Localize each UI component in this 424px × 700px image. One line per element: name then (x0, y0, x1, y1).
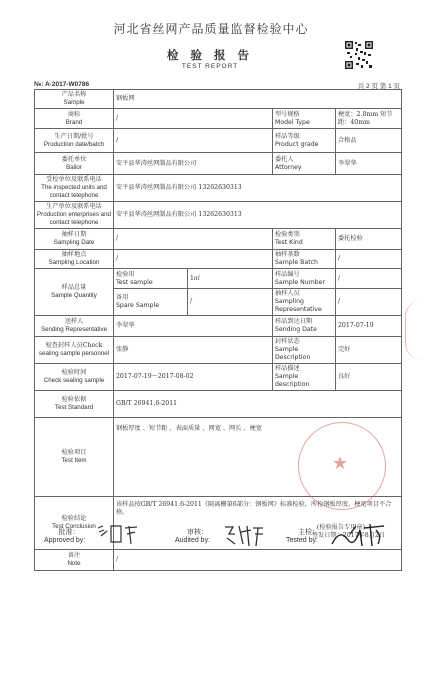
value-test-sample: 1㎡ (188, 269, 273, 289)
approver-signature (95, 522, 141, 546)
value-sealer: 张静 (114, 337, 273, 364)
label-sender: 送样人 Sending Representative (35, 316, 114, 337)
label-product: 产品名称 Sample (35, 90, 114, 109)
row-sampling-location (35, 250, 402, 269)
row-brand (35, 109, 402, 129)
row-producer (35, 202, 402, 229)
label-spare-sample: 备用 Spare Sample (114, 289, 188, 316)
value-seal-status: 完好 (336, 337, 402, 364)
label-sample-batch: 抽样基数 Sample Batch (273, 250, 336, 269)
label-sample-desc: 样品描述 Sample description (273, 364, 336, 391)
value-model: 梗宽：2.8mm 短节距：40mm (336, 109, 402, 129)
label-test-kind: 检验类别 Test Kind (273, 229, 336, 250)
value-product: 钢板网 (114, 90, 402, 109)
report-title: 检 验 报 告 (166, 48, 253, 62)
label-test-item: 检验项目 Test Item (35, 418, 114, 497)
row-quantity-test (35, 269, 402, 289)
value-brand: / (114, 109, 273, 129)
value-sending-date: 2017-07-19 (336, 316, 402, 337)
report-number: №: A-2017-W0786 (34, 81, 90, 88)
value-test-item: 钢板厚度 、短节距 、表面质量 、网宽 、网长 、梗宽 (114, 418, 402, 497)
label-quantity: 样品总量 Sample Quantity (35, 269, 114, 316)
label-seal-status: 封样状态 Sample Description (273, 337, 336, 364)
label-grade: 样品等级 Product grade (273, 129, 336, 153)
value-sampler: / (336, 289, 402, 316)
row-standard (35, 391, 402, 418)
label-test-sample: 检验用 Test sample (114, 269, 188, 289)
label-bailor: 委托单位 Bailor (35, 153, 114, 175)
value-attorney: 李翠华 (336, 153, 402, 175)
value-bailor: 安平县华涛丝网制品有限公司 (114, 153, 273, 175)
label-sealer: 检查封样人员Check sealing sample personnel (35, 337, 114, 364)
row-product (35, 90, 402, 109)
row-check-date (35, 364, 402, 391)
value-inspected: 安平县华涛丝网制品有限公司 13262630313 (114, 175, 402, 202)
tested-by: 主检： Tested by: (286, 528, 319, 544)
label-note: 备注 Note (35, 550, 114, 571)
label-producer: 生产单位及联系电话 Production enterprises and contact telephone (35, 202, 114, 229)
label-production-date: 生产日期/批号 Production date/batch (35, 129, 114, 153)
org-name: 河北省丝网产品质量监督检验中心 (113, 22, 309, 36)
row-production-date (35, 129, 402, 153)
label-standard: 检验依据 Test Standard (35, 391, 114, 418)
label-attorney: 委托人 Attorney (273, 153, 336, 175)
value-standard: GB/T 26941.6-2011 (114, 391, 402, 418)
label-sample-number: 样品编号 Sample Number (273, 269, 336, 289)
conclusion-text: 该样品按GB/T 26941.6-2011《隔离栅第6部分：钢板网》标准检验，所检钢板厚度、梗宽项目不合格。 (116, 501, 392, 516)
value-check-date: 2017-07-19～2017-08-02 (114, 364, 273, 391)
row-bailor (35, 153, 402, 175)
value-grade: 合格品 (336, 129, 402, 153)
audited-by: 审核： Audited by: (175, 528, 211, 544)
qr-code (344, 40, 374, 70)
value-sample-desc: 良好 (336, 364, 402, 391)
row-note (35, 550, 402, 571)
row-sealer (35, 337, 402, 364)
value-note: / (114, 550, 402, 571)
value-sampling-location: / (114, 250, 273, 269)
value-spare-sample: / (188, 289, 273, 316)
seal-star-icon: ★ (332, 453, 349, 474)
label-sampling-date: 抽样日期 Sampling Date (35, 229, 114, 250)
value-sample-number: / (336, 269, 402, 289)
label-brand: 商标 Brand (35, 109, 114, 129)
approved-by: 批准： Approved by: (44, 528, 86, 544)
label-conclusion: 检验结论 Test Conclusion (35, 497, 114, 550)
label-model: 型号规格 Model Type (273, 109, 336, 129)
row-inspected (35, 175, 402, 202)
side-seal (405, 300, 422, 360)
label-sampling-location: 抽样地点 Sampling Location (35, 250, 114, 269)
sign-date: 签发日期：2017年8月2日 (311, 532, 385, 539)
tester-signature (330, 520, 388, 550)
value-test-kind: 委托检验 (336, 229, 402, 250)
page-info: 共 2 页 第 1 页 (357, 83, 400, 90)
stamp-note: (检验报告专用章) (316, 524, 365, 531)
value-sender: 李翠华 (114, 316, 273, 337)
value-production-date: / (114, 129, 273, 153)
row-sampling-date (35, 229, 402, 250)
label-sampler: 抽样人员 Sampling Representative (273, 289, 336, 316)
auditor-signature (221, 522, 267, 548)
row-sender (35, 316, 402, 337)
report-title-en: TEST REPORT (181, 63, 239, 70)
value-sample-batch: / (336, 250, 402, 269)
label-sending-date: 样品到达日期 Sending Date (273, 316, 336, 337)
value-sampling-date: / (114, 229, 273, 250)
label-inspected: 受检单位及联系电话 The inspected units and contact telephone (35, 175, 114, 202)
label-check-date: 检验时间 Check sealing sample (35, 364, 114, 391)
value-producer: 安平县华涛丝网制品有限公司 13262630313 (114, 202, 402, 229)
